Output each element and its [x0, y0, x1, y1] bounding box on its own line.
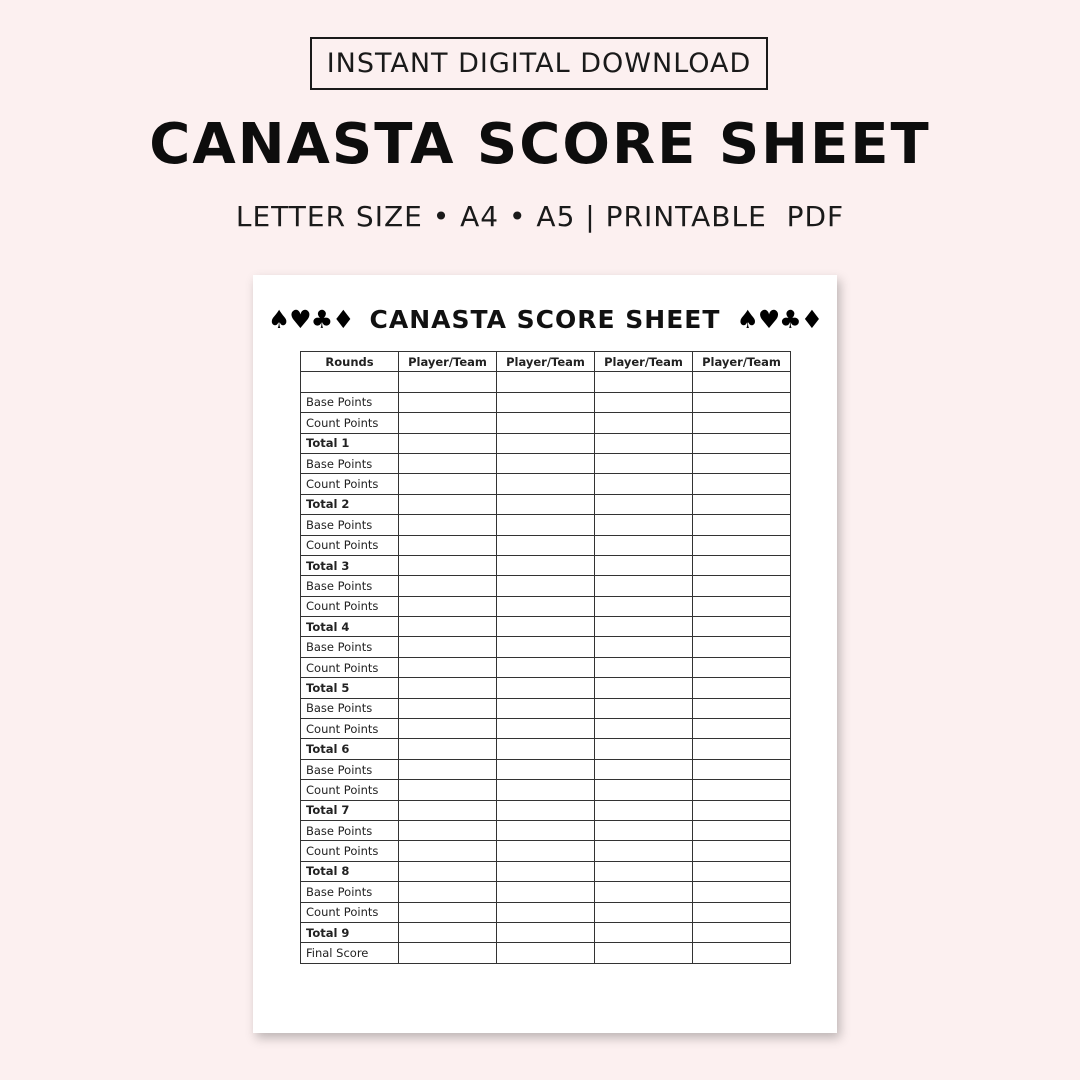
table-row [301, 943, 791, 963]
row-label: Count Points [301, 596, 399, 616]
row-label: Base Points [301, 576, 399, 596]
score-cell [693, 535, 791, 555]
row-label: Count Points [301, 841, 399, 861]
table-row [301, 372, 791, 392]
column-header-player: Player/Team [399, 352, 497, 372]
score-cell [595, 372, 693, 392]
row-label [301, 372, 399, 392]
row-label: Count Points [301, 657, 399, 677]
row-label: Base Points [301, 698, 399, 718]
score-cell [399, 596, 497, 616]
score-cell [595, 596, 693, 616]
score-cell [399, 780, 497, 800]
score-cell [399, 637, 497, 657]
column-header-player: Player/Team [595, 352, 693, 372]
score-cell [497, 657, 595, 677]
score-cell [595, 719, 693, 739]
score-cell [399, 759, 497, 779]
score-cell [497, 474, 595, 494]
score-cell [399, 739, 497, 759]
score-cell [399, 657, 497, 677]
table-row [301, 413, 791, 433]
score-cell [399, 800, 497, 820]
table-row [301, 617, 791, 637]
score-cell [693, 494, 791, 514]
sheet-header [253, 301, 837, 337]
score-cell [497, 453, 595, 473]
score-cell [693, 392, 791, 412]
score-cell [399, 617, 497, 637]
row-label: Base Points [301, 637, 399, 657]
score-cell [497, 555, 595, 575]
score-cell [693, 698, 791, 718]
table-row [301, 453, 791, 473]
score-cell [399, 372, 497, 392]
score-cell [497, 576, 595, 596]
score-cell [497, 943, 595, 963]
score-cell [399, 494, 497, 514]
score-cell [595, 637, 693, 657]
score-cell [595, 657, 693, 677]
table-row [301, 719, 791, 739]
table-row [301, 800, 791, 820]
score-cell [595, 759, 693, 779]
score-cell [693, 433, 791, 453]
row-label: Base Points [301, 759, 399, 779]
score-cell [497, 596, 595, 616]
score-cell [399, 882, 497, 902]
score-cell [693, 555, 791, 575]
score-cell [399, 433, 497, 453]
table-row [301, 596, 791, 616]
score-cell [693, 657, 791, 677]
score-cell [595, 576, 693, 596]
score-cell [497, 780, 595, 800]
table-row [301, 698, 791, 718]
row-label: Base Points [301, 392, 399, 412]
score-cell [595, 698, 693, 718]
row-label: Total 6 [301, 739, 399, 759]
score-cell [693, 922, 791, 942]
score-cell [595, 555, 693, 575]
score-cell [399, 576, 497, 596]
score-cell [693, 596, 791, 616]
score-cell [595, 861, 693, 881]
score-cell [399, 535, 497, 555]
table-row [301, 841, 791, 861]
row-label: Count Points [301, 474, 399, 494]
table-row [301, 922, 791, 942]
row-label: Base Points [301, 515, 399, 535]
row-label: Count Points [301, 535, 399, 555]
row-label: Total 7 [301, 800, 399, 820]
score-cell [399, 392, 497, 412]
score-cell [693, 943, 791, 963]
score-cell [595, 820, 693, 840]
row-label: Count Points [301, 413, 399, 433]
instant-download-badge: INSTANT DIGITAL DOWNLOAD [310, 37, 768, 90]
score-cell [693, 617, 791, 637]
score-cell [497, 372, 595, 392]
column-header-rounds: Rounds [301, 352, 399, 372]
score-cell [595, 392, 693, 412]
score-cell [693, 372, 791, 392]
score-cell [399, 413, 497, 433]
score-cell [595, 800, 693, 820]
score-cell [399, 515, 497, 535]
score-cell [693, 882, 791, 902]
score-cell [693, 902, 791, 922]
score-cell [497, 392, 595, 412]
score-cell [595, 902, 693, 922]
row-label: Count Points [301, 719, 399, 739]
score-cell [595, 494, 693, 514]
score-cell [399, 719, 497, 739]
table-row [301, 902, 791, 922]
score-cell [497, 617, 595, 637]
score-cell [693, 637, 791, 657]
score-cell [497, 800, 595, 820]
table-row [301, 392, 791, 412]
table-row [301, 882, 791, 902]
table-row [301, 576, 791, 596]
score-cell [497, 515, 595, 535]
table-row [301, 739, 791, 759]
score-cell [497, 719, 595, 739]
score-table-body [301, 372, 791, 963]
score-cell [497, 433, 595, 453]
score-cell [595, 515, 693, 535]
score-cell [595, 922, 693, 942]
score-cell [693, 719, 791, 739]
table-row [301, 657, 791, 677]
score-cell [693, 474, 791, 494]
score-cell [497, 861, 595, 881]
score-cell [693, 453, 791, 473]
row-label: Base Points [301, 820, 399, 840]
score-cell [693, 800, 791, 820]
score-cell [595, 474, 693, 494]
score-cell [399, 943, 497, 963]
score-cell [595, 780, 693, 800]
score-cell [399, 841, 497, 861]
score-cell [693, 841, 791, 861]
row-label: Base Points [301, 453, 399, 473]
score-cell [497, 882, 595, 902]
score-cell [595, 882, 693, 902]
row-label: Count Points [301, 780, 399, 800]
row-label: Count Points [301, 902, 399, 922]
table-row [301, 555, 791, 575]
table-row [301, 637, 791, 657]
main-title: CANASTA SCORE SHEET [149, 112, 931, 177]
score-cell [693, 515, 791, 535]
score-cell [399, 820, 497, 840]
row-label: Total 8 [301, 861, 399, 881]
table-row [301, 433, 791, 453]
score-cell [595, 841, 693, 861]
table-row [301, 759, 791, 779]
table-row [301, 535, 791, 555]
score-cell [399, 678, 497, 698]
sheet-title: CANASTA SCORE SHEET [369, 304, 721, 334]
score-cell [497, 494, 595, 514]
score-cell [693, 413, 791, 433]
score-cell [497, 820, 595, 840]
score-cell [399, 861, 497, 881]
format-subtitle: LETTER SIZE • A4 • A5 | PRINTABLE PDF [235, 200, 845, 233]
score-cell [399, 555, 497, 575]
score-cell [693, 739, 791, 759]
table-row [301, 820, 791, 840]
score-cell [497, 637, 595, 657]
table-row [301, 678, 791, 698]
score-cell [497, 698, 595, 718]
score-cell [399, 902, 497, 922]
row-label: Total 1 [301, 433, 399, 453]
score-cell [693, 780, 791, 800]
card-suits-icon: ♠♥♣♦ [267, 304, 354, 334]
row-label: Base Points [301, 882, 399, 902]
table-row [301, 494, 791, 514]
score-cell [595, 739, 693, 759]
row-label: Final Score [301, 943, 399, 963]
score-cell [693, 759, 791, 779]
table-row [301, 861, 791, 881]
table-row [301, 780, 791, 800]
row-label: Total 5 [301, 678, 399, 698]
row-label: Total 3 [301, 555, 399, 575]
score-cell [497, 678, 595, 698]
score-cell [497, 535, 595, 555]
score-cell [595, 413, 693, 433]
score-cell [595, 453, 693, 473]
row-label: Total 9 [301, 922, 399, 942]
column-header-player: Player/Team [693, 352, 791, 372]
score-cell [497, 739, 595, 759]
score-cell [595, 617, 693, 637]
score-cell [497, 841, 595, 861]
table-header-row [301, 352, 791, 372]
table-row [301, 474, 791, 494]
score-cell [497, 902, 595, 922]
score-cell [595, 943, 693, 963]
row-label: Total 2 [301, 494, 399, 514]
row-label: Total 4 [301, 617, 399, 637]
card-suits-icon: ♠♥♣♦ [736, 304, 823, 334]
table-row [301, 515, 791, 535]
score-cell [497, 413, 595, 433]
score-cell [497, 922, 595, 942]
score-cell [399, 698, 497, 718]
score-cell [399, 922, 497, 942]
score-cell [693, 820, 791, 840]
column-header-player: Player/Team [497, 352, 595, 372]
score-cell [595, 678, 693, 698]
score-cell [693, 576, 791, 596]
score-sheet-preview [253, 275, 837, 1033]
score-cell [497, 759, 595, 779]
score-cell [399, 453, 497, 473]
score-table [300, 351, 791, 964]
score-cell [693, 861, 791, 881]
score-cell [399, 474, 497, 494]
score-cell [595, 535, 693, 555]
score-cell [595, 433, 693, 453]
score-cell [693, 678, 791, 698]
